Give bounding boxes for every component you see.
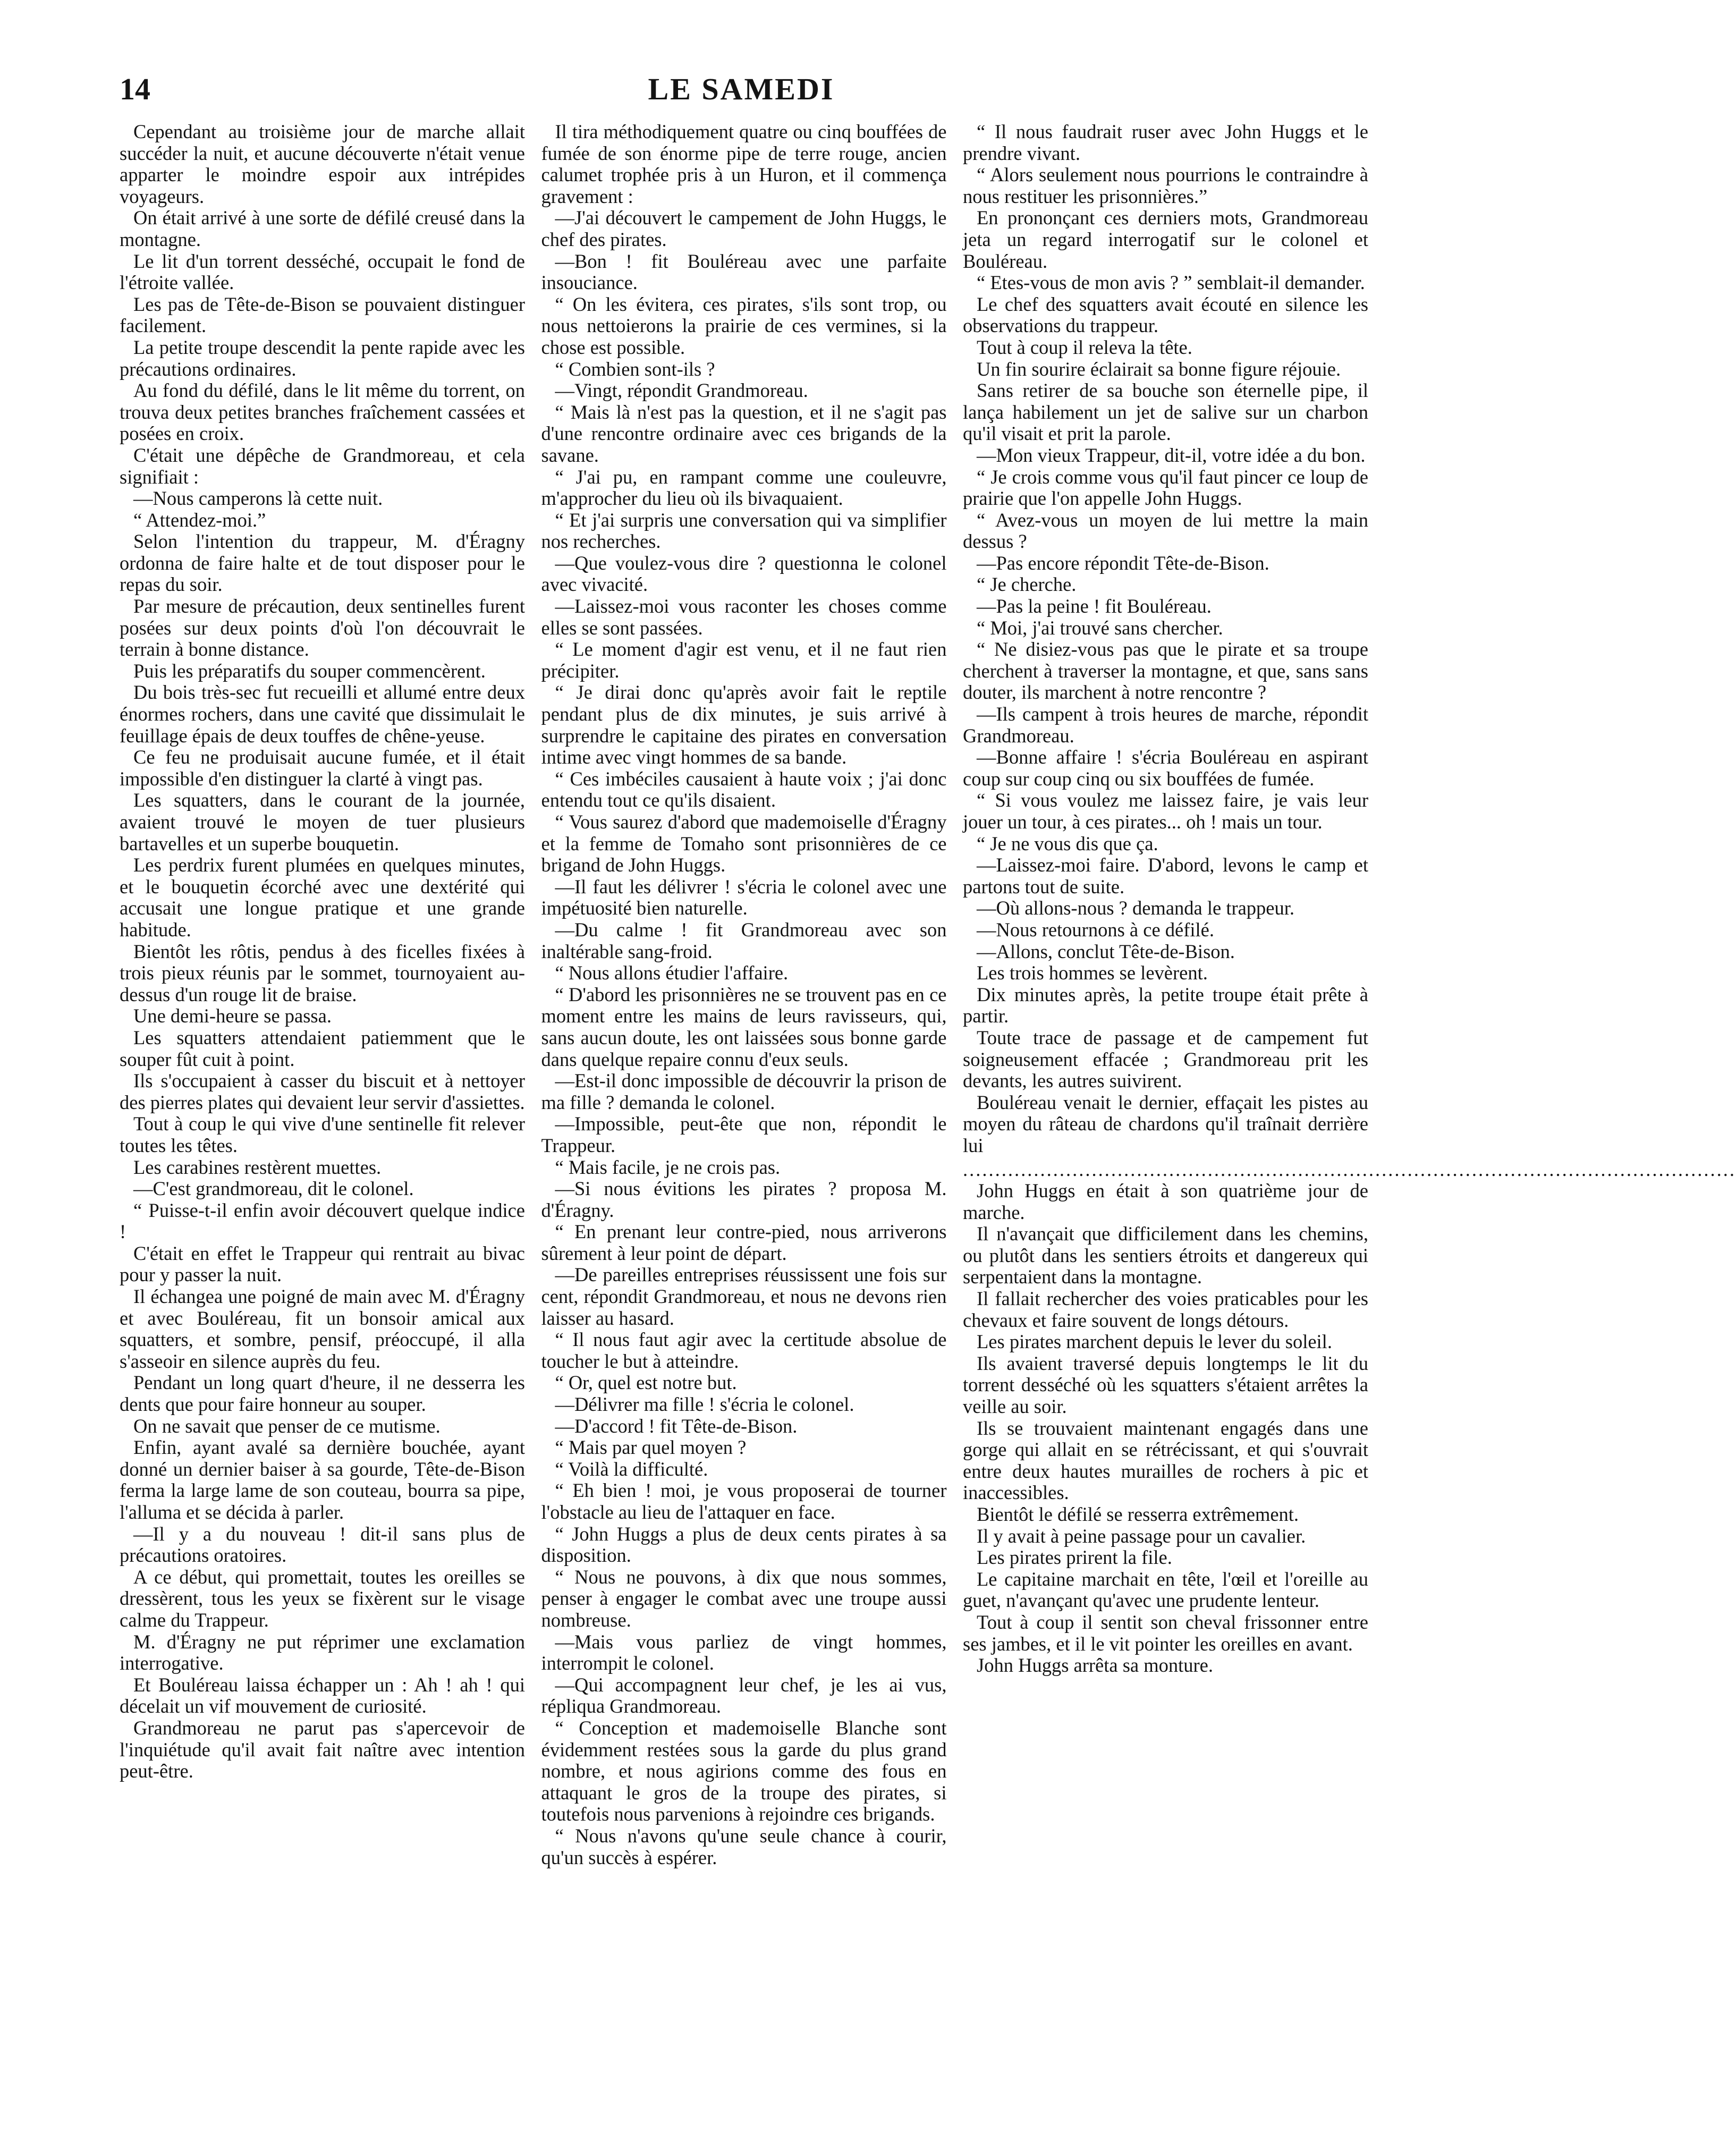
paragraph: Les carabines restèrent muettes. <box>133 1156 382 1178</box>
paragraph: —Nous camperons là cette nuit. <box>133 487 383 510</box>
paragraph: Il fallait rechercher des voies praticables pour les chevaux et faire souvent de longs détours. <box>963 1288 1368 1331</box>
paragraph: —J'ai découvert le campement de John Huggs, le chef des pirates. <box>541 207 947 250</box>
paragraph: “ Eh bien ! moi, je vous proposerai de tourner l'obstacle au lieu de l'attaquer en face. <box>541 1479 947 1523</box>
paragraph: Il échangea une poigné de main avec M. d'Éragny et avec Bouléreau, fit un bonsoir amical aux squatters, et sombre, pensif, préoccupé, il alla s'asseoir en silence auprès du feu. <box>120 1285 525 1372</box>
paragraph: —Mon vieux Trappeur, dit-il, votre idée a du bon. <box>977 444 1366 466</box>
paragraph: “ Combien sont-ils ? <box>555 358 715 380</box>
paragraph: Le chef des squatters avait écouté en silence les observations du trappeur. <box>963 293 1368 337</box>
paragraph: Les trois hommes se levèrent. <box>977 962 1208 984</box>
paragraph: —Bon ! fit Bouléreau avec une parfaite insouciance. <box>541 250 947 294</box>
paragraph: —Il y a du nouveau ! dit-il sans plus de précautions oratoires. <box>120 1522 525 1567</box>
paragraph: “ Je dirai donc qu'après avoir fait le reptile pendant plus de dix minutes, je suis arrivé à surprendre le capitaine des pirates en conversation intime avec vingt hommes de sa bande. <box>541 681 947 768</box>
paragraph: “ Avez-vous un moyen de lui mettre la main dessus ? <box>963 509 1368 553</box>
paragraph: —Ils campent à trois heures de marche, répondit Grandmoreau. <box>963 703 1368 747</box>
paragraph: Puis les préparatifs du souper commencèrent. <box>133 659 486 682</box>
paragraph: “ Et j'ai surpris une conversation qui va simplifier nos recherches. <box>541 509 947 553</box>
paragraph: —Bonne affaire ! s'écria Bouléreau en aspirant coup sur coup cinq ou six bouffées de fumée. <box>963 746 1368 790</box>
paragraph: “ Le moment d'agir est venu, et il ne faut rien précipiter. <box>541 638 947 682</box>
paragraph: —Qui accompagnent leur chef, je les ai vus, répliqua Grandmoreau. <box>541 1673 947 1717</box>
paragraph: Tout à coup il sentit son cheval frissonner entre ses jambes, et il le vit pointer les oreilles en avant. <box>963 1611 1368 1655</box>
paragraph: “ Etes-vous de mon avis ? ” semblait-il demander. <box>977 272 1365 294</box>
paragraph: Sans retirer de sa bouche son éternelle pipe, il lança habilement un jet de salive sur un charbon qu'il visait et prit la parole. <box>963 379 1368 445</box>
paragraph: —Est-il donc impossible de découvrir la prison de ma fille ? demanda le colonel. <box>541 1070 947 1113</box>
paragraph: “ Je cherche. <box>977 573 1077 596</box>
paragraph: “ Voilà la difficulté. <box>555 1458 708 1480</box>
paragraph: “ Mais par quel moyen ? <box>555 1436 747 1459</box>
paragraph: “ Il nous faut agir avec la certitude absolue de toucher le but à atteindre. <box>541 1328 947 1372</box>
paragraph: “ Il nous faudrait ruser avec John Huggs et le prendre vivant. <box>963 121 1368 164</box>
paragraph: Dix minutes après, la petite troupe était prête à partir. <box>963 983 1368 1027</box>
paragraph: “ Ne disiez-vous pas que le pirate et sa troupe cherchent à traverser la montagne, et que, sans sans douter, ils marchent à notre rencontre ? <box>963 638 1368 704</box>
paragraph: —Que voulez-vous dire ? questionna le colonel avec vivacité. <box>541 552 947 596</box>
section-separator: ........................................................................................................................ <box>963 1158 1736 1180</box>
paragraph: —Allons, conclut Tête-de-Bison. <box>977 940 1235 962</box>
paragraph: Les squatters, dans le courant de la journée, avaient trouvé le moyen de tuer plusieurs bartavelles et un superbe bouquetin. <box>120 789 525 854</box>
paragraph: C'était une dépêche de Grandmoreau, et cela signifiait : <box>120 444 525 488</box>
paragraph: On était arrivé à une sorte de défilé creusé dans la montagne. <box>120 207 525 250</box>
paragraph: —Pas la peine ! fit Bouléreau. <box>977 595 1212 617</box>
text-column-3 <box>963 121 1736 2119</box>
paragraph: La petite troupe descendit la pente rapide avec les précautions ordinaires. <box>120 336 525 380</box>
paragraph: “ Conception et mademoiselle Blanche sont évidemment restées sous la garde du plus grand nombre, et nous agirions comme des fous en attaquant le gros de la troupe des pirates, si toutefois nous parvenions à rejoindre ces brigands. <box>541 1716 947 1825</box>
paragraph: —Mais vous parliez de vingt hommes, interrompit le colonel. <box>541 1630 947 1674</box>
paragraph: —Si nous évitions les pirates ? proposa M. d'Éragny. <box>541 1178 947 1221</box>
paragraph: “ Ces imbéciles causaient à haute voix ; j'ai donc entendu tout ce qu'ils disaient. <box>541 767 947 811</box>
paragraph: “ Mais facile, je ne crois pas. <box>555 1156 781 1178</box>
paragraph: “ D'abord les prisonnières ne se trouvent pas en ce moment entre les mains de leurs ravisseurs, qui, sans aucun doute, les ont laissées sous bonne garde dans quelque repaire connu d'eux seuls. <box>541 983 947 1070</box>
paragraph: —Laissez-moi faire. D'abord, levons le camp et partons tout de suite. <box>963 854 1368 898</box>
paragraph: —Délivrer ma fille ! s'écria le colonel. <box>555 1393 854 1416</box>
paragraph: Toute trace de passage et de campement fut soigneusement effacée ; Grandmoreau prit les devants, les autres suivirent. <box>963 1026 1368 1092</box>
paragraph: On ne savait que penser de ce mutisme. <box>133 1415 441 1437</box>
page-header <box>120 68 1363 111</box>
newspaper-title: LE SAMEDI <box>648 72 835 106</box>
paragraph: —Pas encore répondit Tête-de-Bison. <box>977 552 1269 574</box>
paragraph: —Vingt, répondit Grandmoreau. <box>555 379 808 402</box>
text-column-2 <box>541 121 947 2119</box>
paragraph: En prononçant ces derniers mots, Grandmoreau jeta un regard interrogatif sur le colonel et Bouléreau. <box>963 207 1368 272</box>
paragraph: Les perdrix furent plumées en quelques minutes, et le bouquetin écorché avec une dextérité qui accusait une longue pratique et une grande habitude. <box>120 854 525 941</box>
paragraph: “ Je ne vous dis que ça. <box>977 832 1158 854</box>
paragraph: Bouléreau venait le dernier, effaçait les pistes au moyen du râteau de chardons qu'il traînait derrière lui <box>963 1091 1368 1156</box>
paragraph: Grandmoreau ne parut pas s'apercevoir de l'inquiétude qu'il avait fait naître avec intention peut-être. <box>120 1716 525 1782</box>
paragraph: “ Or, quel est notre but. <box>555 1372 737 1394</box>
paragraph: John Huggs en était à son quatrième jour de marche. <box>963 1180 1368 1223</box>
paragraph: Ils se trouvaient maintenant engagés dans une gorge qui allait en se rétrécissant, et qui s'ouvrait entre deux hautes murailles de rochers à pic et inaccessibles. <box>963 1417 1368 1504</box>
paragraph: —Il faut les délivrer ! s'écria le colonel avec une impétuosité bien naturelle. <box>541 875 947 919</box>
paragraph: Enfin, ayant avalé sa dernière bouchée, ayant donné un dernier baiser à sa gourde, Tête-de-Bison ferma la large lame de son couteau, bourra sa pipe, l'alluma et se décida à parler. <box>120 1436 525 1523</box>
paragraph: “ Attendez-moi.” <box>133 509 266 531</box>
paragraph: “ Moi, j'ai trouvé sans chercher. <box>977 616 1223 639</box>
paragraph: Bientôt les rôtis, pendus à des ficelles fixées à trois pieux réunis par le sommet, tournoyaient au-dessus d'un rouge lit de braise. <box>120 940 525 1005</box>
paragraph: C'était en effet le Trappeur qui rentrait au bivac pour y passer la nuit. <box>120 1242 525 1286</box>
paragraph: “ On les évitera, ces pirates, s'ils sont trop, ou nous nettoierons la prairie de ces vermines, si la chose est possible. <box>541 293 947 358</box>
paragraph: “ En prenant leur contre-pied, nous arriverons sûrement à leur point de départ. <box>541 1221 947 1264</box>
paragraph: “ Alors seulement nous pourrions le contraindre à nous restituer les prisonnières.” <box>963 164 1368 207</box>
paragraph: Il y avait à peine passage pour un cavalier. <box>977 1525 1306 1547</box>
paragraph: Ils s'occupaient à casser du biscuit et à nettoyer des pierres plates qui devaient leur servir d'assiettes. <box>120 1070 525 1113</box>
paragraph: “ Mais là n'est pas la question, et il ne s'agit pas d'une rencontre ordinaire avec ces brigands de la savane. <box>541 401 947 466</box>
text-column-1 <box>120 121 525 2119</box>
paragraph: Il tira méthodiquement quatre ou cinq bouffées de fumée de son énorme pipe de terre rouge, ancien calumet trophée pris à un Huron, et il commença gravement : <box>541 121 947 207</box>
article-columns <box>120 121 1736 2119</box>
paragraph: Pendant un long quart d'heure, il ne desserra les dents que pour faire honneur au souper. <box>120 1372 525 1416</box>
paragraph: Du bois très-sec fut recueilli et allumé entre deux énormes rochers, dans une cavité que dissimulait le feuillage épais de deux touffes de chêne-yeuse. <box>120 681 525 747</box>
paragraph: Un fin sourire éclairait sa bonne figure réjouie. <box>977 358 1341 380</box>
paragraph: M. d'Éragny ne put réprimer une exclamation interrogative. <box>120 1630 525 1674</box>
paragraph: Et Bouléreau laissa échapper un : Ah ! ah ! qui décelait un vif mouvement de curiosité. <box>120 1673 525 1717</box>
paragraph: Une demi-heure se passa. <box>133 1005 332 1027</box>
paragraph: Par mesure de précaution, deux sentinelles furent posées sur deux points d'où l'on découvrait le terrain à bonne distance. <box>120 595 525 661</box>
paragraph: Les pirates prirent la file. <box>977 1546 1172 1569</box>
paragraph: —Impossible, peut-ête que non, répondit le Trappeur. <box>541 1113 947 1156</box>
paragraph: Ils avaient traversé depuis longtemps le lit du torrent desséché où les squatters s'étaient arrêtes la veille au soir. <box>963 1352 1368 1418</box>
paragraph: —Nous retournons à ce défilé. <box>977 918 1214 941</box>
page-number: 14 <box>120 72 150 106</box>
paragraph: “ Puisse-t-il enfin avoir découvert quelque indice ! <box>120 1199 525 1243</box>
paragraph: “ Nous ne pouvons, à dix que nous sommes, penser à engager le combat avec une troupe aussi nombreuse. <box>541 1565 947 1631</box>
paragraph: Bientôt le défilé se resserra extrêmement. <box>977 1503 1299 1525</box>
paragraph: Tout à coup le qui vive d'une sentinelle fit relever toutes les têtes. <box>120 1113 525 1156</box>
paragraph: Tout à coup il releva la tête. <box>977 336 1192 358</box>
paragraph: “ Vous saurez d'abord que mademoiselle d'Éragny et la femme de Tomaho sont prisonnières de ce brigand de John Huggs. <box>541 811 947 876</box>
paragraph: Les pirates marchent depuis le lever du soleil. <box>977 1331 1332 1353</box>
paragraph: Le capitaine marchait en tête, l'œil et l'oreille au guet, n'avançant qu'avec une prudente lenteur. <box>963 1568 1368 1612</box>
paragraph: “ Nous n'avons qu'une seule chance à courir, qu'un succès à espérer. <box>541 1824 947 1868</box>
paragraph: Il n'avançait que difficilement dans les chemins, ou plutôt dans les sentiers étroits et dangereux qui serpentaient dans la montagne. <box>963 1223 1368 1288</box>
paragraph: —Où allons-nous ? demanda le trappeur. <box>977 897 1295 919</box>
paragraph: Cependant au troisième jour de marche allait succéder la nuit, et aucune découverte n'était venue apparter le moindre espoir aux intrépides voyageurs. <box>120 121 525 207</box>
paragraph: Au fond du défilé, dans le lit même du torrent, on trouva deux petites branches fraîchement cassées et posées en croix. <box>120 379 525 445</box>
paragraph: —Laissez-moi vous raconter les choses comme elles se sont passées. <box>541 595 947 639</box>
paragraph: Les pas de Tête-de-Bison se pouvaient distinguer facilement. <box>120 293 525 337</box>
paragraph: —C'est grandmoreau, dit le colonel. <box>133 1178 414 1200</box>
paragraph: —Du calme ! fit Grandmoreau avec son inaltérable sang-froid. <box>541 918 947 962</box>
paragraph: —De pareilles entreprises réussissent une fois sur cent, répondit Grandmoreau, et nous ne devons rien laisser au hasard. <box>541 1264 947 1329</box>
paragraph: “ J'ai pu, en rampant comme une couleuvre, m'approcher du lieu où ils bivaquaient. <box>541 466 947 510</box>
paragraph: —D'accord ! fit Tête-de-Bison. <box>555 1415 798 1437</box>
paragraph: Selon l'intention du trappeur, M. d'Éragny ordonna de faire halte et de tout disposer pour le repas du soir. <box>120 530 525 596</box>
paragraph: “ Si vous voulez me laissez faire, je vais leur jouer un tour, à ces pirates... oh ! mais un tour. <box>963 789 1368 833</box>
paragraph: A ce début, qui promettait, toutes les oreilles se dressèrent, tous les yeux se fixèrent sur le visage calme du Trappeur. <box>120 1565 525 1631</box>
paragraph: “ John Huggs a plus de deux cents pirates à sa disposition. <box>541 1522 947 1567</box>
paragraph: Les squatters attendaient patiemment que le souper fût cuit à point. <box>120 1026 525 1070</box>
paragraph: Le lit d'un torrent desséché, occupait le fond de l'étroite vallée. <box>120 250 525 294</box>
paragraph: Ce feu ne produisait aucune fumée, et il était impossible d'en distinguer la clarté à vingt pas. <box>120 746 525 790</box>
paragraph: “ Nous allons étudier l'affaire. <box>555 962 789 984</box>
paragraph: “ Je crois comme vous qu'il faut pincer ce loup de prairie que l'on appelle John Huggs. <box>963 466 1368 510</box>
paragraph: John Huggs arrêta sa monture. <box>977 1654 1213 1677</box>
